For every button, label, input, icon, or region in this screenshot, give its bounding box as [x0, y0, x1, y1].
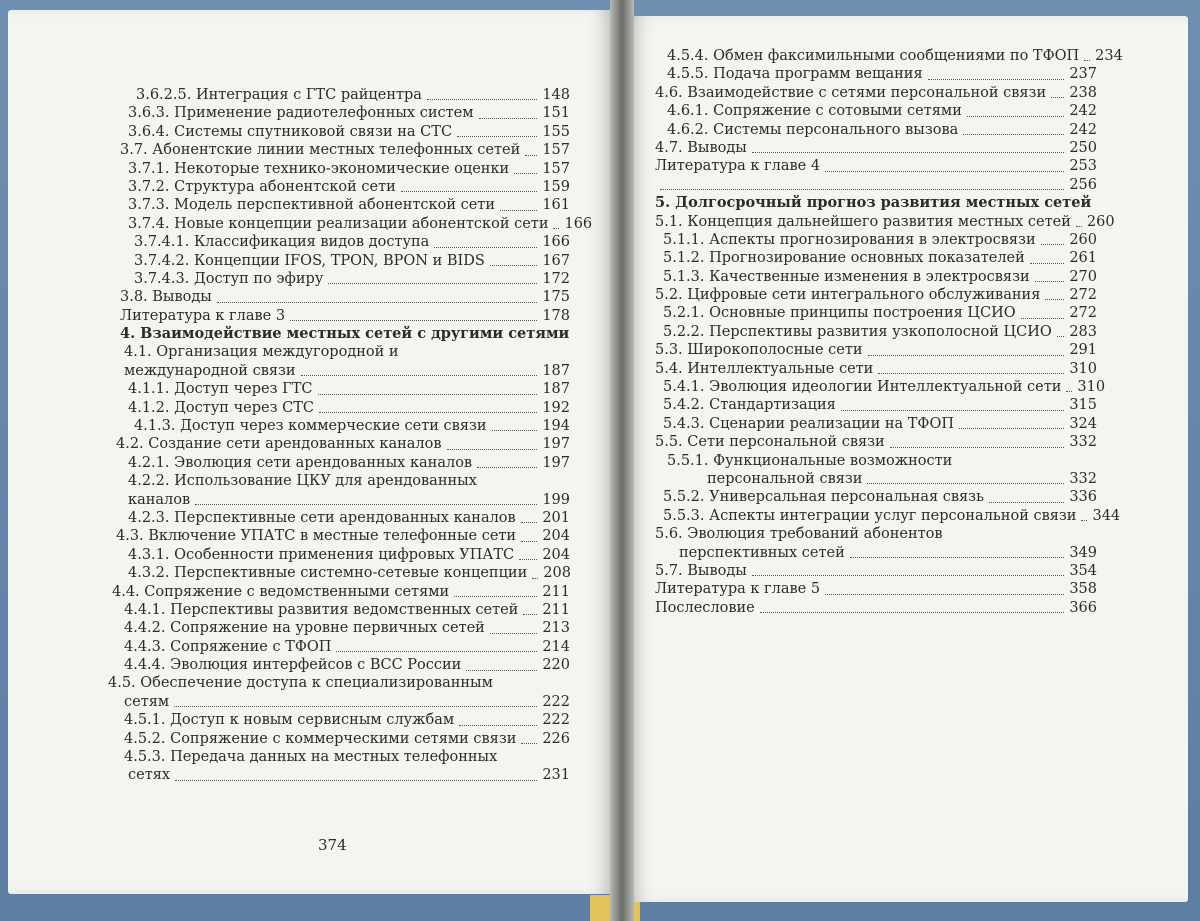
toc-entry — [655, 525, 1097, 543]
toc-entry-page: 260 — [1069, 231, 1097, 248]
toc-entry-page: 238 — [1069, 84, 1097, 101]
toc-leader-dots — [290, 320, 537, 321]
toc-entry-page: 194 — [542, 418, 570, 435]
toc-entry-title: 5.7. Выводы — [655, 562, 747, 579]
toc-entry — [108, 343, 570, 361]
toc-entry-page: 366 — [1069, 599, 1097, 616]
toc-leader-dots — [523, 614, 537, 615]
toc-entry-page: 332 — [1069, 470, 1097, 487]
toc-entry — [108, 380, 570, 398]
toc-entry-page: 253 — [1069, 158, 1097, 175]
left-toc — [108, 86, 593, 785]
toc-entry-page: 187 — [542, 381, 570, 398]
toc-entry-title: Литература к главе 4 — [655, 158, 821, 175]
toc-entry-page: 161 — [542, 197, 570, 214]
toc-entry-title: 3.7.4.2. Концепции IFOS, TPON, BPON и BIDS — [134, 252, 485, 269]
toc-leader-dots — [195, 504, 537, 505]
toc-entry-page: 344 — [1092, 507, 1121, 524]
toc-leader-dots — [1076, 226, 1082, 227]
toc-entry-page: 211 — [542, 583, 570, 600]
toc-entry — [655, 121, 1097, 139]
toc-entry-page: 222 — [542, 693, 570, 710]
toc-entry-page: 222 — [542, 712, 570, 729]
toc-entry-page: 213 — [542, 620, 570, 637]
toc-entry-title: 4.6.1. Сопряжение с сотовыми сетями — [667, 103, 962, 120]
toc-entry-title: 4.5.1. Доступ к новым сервисным службам — [124, 712, 455, 729]
toc-leader-dots — [447, 449, 538, 450]
toc-entry — [655, 415, 1097, 433]
toc-entry-title: 5.2.2. Перспективы развития узкополосной ЦСИО — [663, 323, 1052, 340]
toc-entry-title: 5.4.3. Сценарии реализации на ТФОП — [663, 415, 954, 432]
toc-entry — [108, 656, 570, 674]
toc-entry — [655, 304, 1097, 322]
toc-leader-dots — [1045, 299, 1064, 300]
toc-entry-title: 4.4.3. Сопряжение с ТФОП — [124, 638, 332, 655]
toc-entry-page: 187 — [542, 362, 570, 379]
toc-entry — [108, 619, 570, 637]
toc-entry-page: 175 — [542, 289, 570, 306]
toc-entry — [655, 341, 1097, 359]
toc-entry-title: 3.7.2. Структура абонентской сети — [128, 178, 396, 195]
toc-entry — [108, 730, 570, 748]
toc-entry-page: 204 — [542, 546, 570, 563]
toc-entry-title: 4.2.1. Эволюция сети арендованных каналов — [128, 454, 473, 471]
toc-entry-title: 5.5.1. Функциональные возможности — [667, 452, 953, 469]
toc-entry-page: 310 — [1077, 379, 1106, 396]
toc-entry-title: сетям — [124, 693, 170, 710]
toc-entry — [108, 638, 570, 656]
toc-entry-page: 324 — [1069, 415, 1097, 432]
toc-entry — [108, 288, 570, 306]
toc-entry-title: 4.2.2. Использование ЦКУ для арендованных — [128, 473, 477, 490]
toc-entry — [108, 454, 570, 472]
toc-leader-dots — [752, 575, 1064, 576]
toc-entry-page: 272 — [1069, 287, 1097, 304]
toc-entry — [108, 86, 570, 104]
toc-entry-title: 4.1. Организация междугородной и — [124, 344, 399, 361]
toc-entry-title: 3.6.3. Применение радиотелефонных систем — [128, 105, 474, 122]
toc-entry — [655, 176, 1097, 194]
toc-leader-dots — [521, 743, 537, 744]
toc-leader-dots — [963, 134, 1064, 135]
toc-leader-dots — [454, 596, 537, 597]
toc-entry-title: 5.6. Эволюция требований абонентов — [655, 526, 943, 543]
toc-entry — [108, 748, 570, 766]
toc-entry — [108, 509, 570, 527]
toc-entry-title: 4.2.3. Перспективные сети арендованных каналов — [128, 509, 516, 526]
toc-entry-title: 5.4. Интеллектуальные сети — [655, 360, 874, 377]
toc-leader-dots — [328, 283, 537, 284]
toc-entry-title: 4.3.1. Особенности применения цифровых УПАТС — [128, 546, 515, 563]
toc-leader-dots — [492, 430, 538, 431]
toc-entry-title: 4.4.4. Эволюция интерфейсов с ВСС России — [124, 657, 462, 674]
toc-entry-title: 4.4.1. Перспективы развития ведомственных сетей — [124, 601, 519, 618]
toc-entry-page: 256 — [1069, 176, 1097, 193]
toc-entry-page: 332 — [1069, 434, 1097, 451]
toc-entry-title: 4.4. Сопряжение с ведомственными сетями — [112, 583, 450, 600]
toc-entry-page: 151 — [542, 105, 570, 122]
toc-entry — [655, 507, 1121, 525]
toc-entry-title: 5.1.1. Аспекты прогнозирования в электросвязи — [663, 231, 1036, 248]
toc-entry-page: 336 — [1069, 489, 1097, 506]
toc-entry — [108, 417, 570, 435]
toc-entry — [108, 583, 570, 601]
toc-entry-title: Литература к главе 3 — [120, 307, 286, 324]
toc-leader-dots — [521, 522, 538, 523]
toc-leader-dots — [514, 173, 537, 174]
toc-leader-dots — [878, 373, 1064, 374]
toc-entry — [108, 601, 570, 619]
toc-entry-title: перспективных сетей — [679, 544, 845, 561]
toc-entry — [655, 452, 1097, 470]
toc-entry-title: 4.5.3. Передача данных на местных телефонных — [124, 749, 498, 766]
toc-entry — [655, 157, 1097, 175]
toc-leader-dots — [760, 612, 1065, 613]
toc-entry-title: Литература к главе 5 — [655, 581, 821, 598]
toc-leader-dots — [457, 136, 537, 137]
toc-entry — [108, 564, 570, 582]
toc-leader-dots — [490, 265, 538, 266]
toc-entry-page: 283 — [1069, 323, 1097, 340]
toc-entry-title: 4.3. Включение УПАТС в местные телефонные сети — [116, 528, 517, 545]
toc-entry — [108, 123, 570, 141]
toc-entry — [655, 580, 1097, 598]
toc-entry-title: 5.2.1. Основные принципы построения ЦСИО — [663, 305, 1016, 322]
toc-entry-title: 4.5.2. Сопряжение с коммерческими сетями связи — [124, 730, 517, 747]
toc-entry-title: 4. Взаимодействие местных сетей с другими сетями — [120, 325, 570, 343]
toc-entry-title: 4.5.4. Обмен факсимильными сообщениями по ТФОП — [667, 47, 1080, 64]
toc-entry — [108, 233, 570, 251]
toc-entry — [108, 270, 570, 288]
toc-entry — [108, 252, 570, 270]
toc-leader-dots — [427, 99, 537, 100]
toc-entry-page: 157 — [542, 160, 570, 177]
toc-leader-dots — [1084, 60, 1090, 61]
toc-entry — [108, 160, 570, 178]
toc-leader-dots — [532, 578, 538, 579]
toc-leader-dots — [479, 118, 538, 119]
toc-entry-title: 3.7.1. Некоторые технико-экономические оценки — [128, 160, 510, 177]
toc-entry-page: 167 — [542, 252, 570, 269]
toc-leader-dots — [1041, 244, 1065, 245]
toc-entry-page: 250 — [1069, 139, 1097, 156]
toc-entry — [655, 360, 1097, 378]
toc-entry-page: 272 — [1069, 305, 1097, 322]
toc-entry-page: 234 — [1095, 47, 1123, 64]
toc-entry-page: 354 — [1069, 562, 1097, 579]
toc-entry-title: 5.4.1. Эволюция идеологии Интеллектуальной сети — [663, 379, 1062, 396]
toc-leader-dots — [868, 355, 1065, 356]
toc-entry — [655, 47, 1123, 65]
toc-leader-dots — [1051, 97, 1064, 98]
toc-entry-title: 4.4.2. Сопряжение на уровне первичных сетей — [124, 620, 485, 637]
toc-leader-dots — [841, 410, 1065, 411]
toc-entry — [655, 139, 1097, 157]
toc-leader-dots — [928, 79, 1065, 80]
toc-leader-dots — [217, 302, 537, 303]
toc-entry-page: 231 — [542, 767, 570, 784]
toc-leader-dots — [1081, 520, 1087, 521]
toc-entry-title: 5. Долгосрочный прогноз развития местных сетей — [655, 194, 1092, 212]
toc-entry-page: 315 — [1069, 397, 1097, 414]
toc-entry-page: 358 — [1069, 581, 1097, 598]
toc-leader-dots — [466, 670, 537, 671]
toc-entry — [108, 546, 570, 564]
toc-leader-dots — [175, 780, 537, 781]
toc-leader-dots — [477, 467, 537, 468]
toc-entry-page: 204 — [542, 528, 570, 545]
toc-entry-page: 242 — [1069, 121, 1097, 138]
toc-entry — [655, 599, 1097, 617]
toc-leader-dots — [434, 247, 537, 248]
toc-leader-dots — [319, 412, 537, 413]
toc-leader-dots — [336, 651, 537, 652]
toc-entry — [655, 562, 1097, 580]
toc-entry — [108, 693, 570, 711]
toc-leader-dots — [752, 152, 1064, 153]
toc-entry-title: 5.5.3. Аспекты интеграции услуг персональной связи — [663, 507, 1077, 524]
toc-entry — [655, 544, 1097, 562]
toc-entry — [108, 527, 570, 545]
toc-entry-title: 3.7.4. Новые концепции реализации абонентской сети — [128, 215, 549, 232]
toc-leader-dots — [500, 210, 537, 211]
toc-entry-page: 155 — [542, 123, 570, 140]
toc-entry — [655, 213, 1115, 231]
toc-entry-page: 197 — [542, 436, 570, 453]
toc-entry-title: 3.7.4.1. Классификация видов доступа — [134, 234, 430, 251]
toc-entry-title: 5.1.2. Прогнозирование основных показателей — [663, 250, 1025, 267]
toc-entry-title: Послесловие — [655, 599, 755, 616]
toc-entry — [655, 249, 1097, 267]
toc-entry — [655, 102, 1097, 120]
toc-entry-title: 5.5.2. Универсальная персональная связь — [663, 489, 984, 506]
toc-entry-title: сетях — [128, 767, 171, 784]
toc-entry-page: 220 — [542, 657, 570, 674]
toc-entry-title: международной связи — [124, 362, 296, 379]
toc-entry-page: 178 — [542, 307, 570, 324]
book-spine — [610, 0, 634, 921]
toc-entry-page: 159 — [542, 178, 570, 195]
toc-entry-title: 4.1.3. Доступ через коммерческие сети связи — [134, 418, 487, 435]
toc-entry-page: 310 — [1069, 360, 1097, 377]
toc-entry-title: 5.1.3. Качественные изменения в электросвязи — [663, 268, 1030, 285]
toc-leader-dots — [521, 541, 537, 542]
toc-entry-title: персональной связи — [707, 470, 863, 487]
toc-entry-page: 192 — [542, 399, 570, 416]
toc-entry-page: 261 — [1069, 250, 1097, 267]
toc-entry-page: 349 — [1069, 544, 1097, 561]
toc-entry-title: 3.7. Абонентские линии местных телефонных сетей — [120, 142, 521, 159]
toc-entry-title: 3.7.3. Модель перспективной абонентской сети — [128, 197, 495, 214]
toc-leader-dots — [301, 375, 538, 376]
toc-entry-page: 270 — [1069, 268, 1097, 285]
toc-entry-page: 211 — [542, 601, 570, 618]
toc-entry-page: 166 — [564, 215, 593, 232]
toc-entry-title: 5.3. Широкополосные сети — [655, 342, 863, 359]
toc-entry — [655, 268, 1097, 286]
toc-entry — [655, 323, 1097, 341]
toc-entry — [655, 396, 1097, 414]
toc-leader-dots — [890, 447, 1065, 448]
toc-entry — [108, 104, 570, 122]
toc-leader-dots — [1057, 336, 1065, 337]
toc-entry-page: 226 — [542, 730, 570, 747]
toc-leader-dots — [490, 633, 537, 634]
toc-entry-page: 199 — [542, 491, 570, 508]
toc-entry-title: 4.7. Выводы — [655, 139, 747, 156]
toc-leader-dots — [660, 189, 1064, 190]
toc-leader-dots — [825, 171, 1064, 172]
toc-entry — [655, 84, 1097, 102]
toc-entry-title: 5.2. Цифровые сети интегрального обслуживания — [655, 287, 1041, 304]
toc-entry — [108, 675, 570, 693]
toc-entry-title: 5.4.2. Стандартизация — [663, 397, 836, 414]
toc-leader-dots — [1066, 391, 1072, 392]
toc-entry — [655, 470, 1097, 488]
toc-entry — [108, 196, 570, 214]
toc-leader-dots — [519, 559, 537, 560]
toc-entry-page: 201 — [542, 509, 570, 526]
toc-entry-title: 4.1.1. Доступ через ГТС — [128, 381, 313, 398]
toc-entry-page: 242 — [1069, 103, 1097, 120]
toc-entry-page: 208 — [543, 565, 571, 582]
toc-entry-page: 148 — [542, 86, 570, 103]
toc-entry — [108, 711, 570, 729]
toc-entry — [108, 141, 570, 159]
page-number: 374 — [318, 836, 347, 854]
toc-entry-title: каналов — [128, 491, 191, 508]
toc-entry-page: 157 — [542, 142, 570, 159]
toc-entry-title: 3.7.4.3. Доступ по эфиру — [134, 270, 324, 287]
toc-leader-dots — [553, 228, 559, 229]
toc-entry-title: 4.2. Создание сети арендованных каналов — [116, 436, 442, 453]
right-toc — [655, 47, 1123, 617]
toc-entry-title: 4.1.2. Доступ через СТС — [128, 399, 314, 416]
toc-entry-title: 4.3.2. Перспективные системно-сетевые концепции — [128, 565, 528, 582]
toc-entry — [655, 286, 1097, 304]
toc-leader-dots — [1035, 281, 1065, 282]
toc-leader-dots — [959, 428, 1064, 429]
toc-entry-title: 3.6.2.5. Интеграция с ГТС райцентра — [136, 86, 422, 103]
toc-entry — [655, 194, 1097, 212]
toc-entry — [108, 307, 570, 325]
toc-entry-title: 3.6.4. Системы спутниковой связи на СТС — [128, 123, 453, 140]
toc-entry — [108, 178, 570, 196]
toc-entry-title: 4.5. Обеспечение доступа к специализированным — [108, 675, 493, 692]
toc-entry — [108, 766, 570, 784]
toc-entry-page: 260 — [1086, 213, 1115, 230]
toc-leader-dots — [825, 594, 1064, 595]
toc-entry-page: 237 — [1069, 66, 1097, 83]
toc-entry-title: 4.6.2. Системы персонального вызова — [667, 121, 959, 138]
toc-entry — [655, 488, 1097, 506]
toc-entry — [655, 231, 1097, 249]
toc-leader-dots — [459, 725, 537, 726]
toc-leader-dots — [318, 394, 538, 395]
toc-entry — [108, 215, 593, 233]
toc-leader-dots — [174, 706, 537, 707]
toc-leader-dots — [989, 502, 1064, 503]
toc-entry-page: 291 — [1069, 342, 1097, 359]
toc-entry-title: 4.5.5. Подача программ вещания — [667, 66, 923, 83]
toc-entry-page: 197 — [542, 454, 570, 471]
toc-entry-title: 4.6. Взаимодействие с сетями персональной связи — [655, 84, 1047, 101]
toc-entry-title: 5.1. Концепция дальнейшего развития местных сетей — [655, 213, 1071, 230]
toc-entry — [655, 65, 1097, 83]
toc-entry — [108, 399, 570, 417]
toc-leader-dots — [1021, 318, 1065, 319]
toc-entry — [108, 491, 570, 509]
toc-entry — [108, 435, 570, 453]
toc-entry — [655, 433, 1097, 451]
toc-leader-dots — [850, 557, 1065, 558]
toc-entry-title: 3.8. Выводы — [120, 289, 212, 306]
toc-leader-dots — [1030, 263, 1065, 264]
toc-entry-page: 172 — [542, 270, 570, 287]
toc-entry — [108, 325, 570, 343]
toc-leader-dots — [967, 116, 1064, 117]
toc-leader-dots — [525, 155, 537, 156]
toc-entry — [655, 378, 1106, 396]
toc-entry-page: 166 — [542, 234, 570, 251]
toc-entry — [108, 362, 570, 380]
toc-entry — [108, 472, 570, 490]
toc-entry-page: 214 — [542, 638, 570, 655]
toc-leader-dots — [401, 191, 538, 192]
toc-leader-dots — [867, 483, 1064, 484]
toc-entry-title: 5.5. Сети персональной связи — [655, 434, 885, 451]
